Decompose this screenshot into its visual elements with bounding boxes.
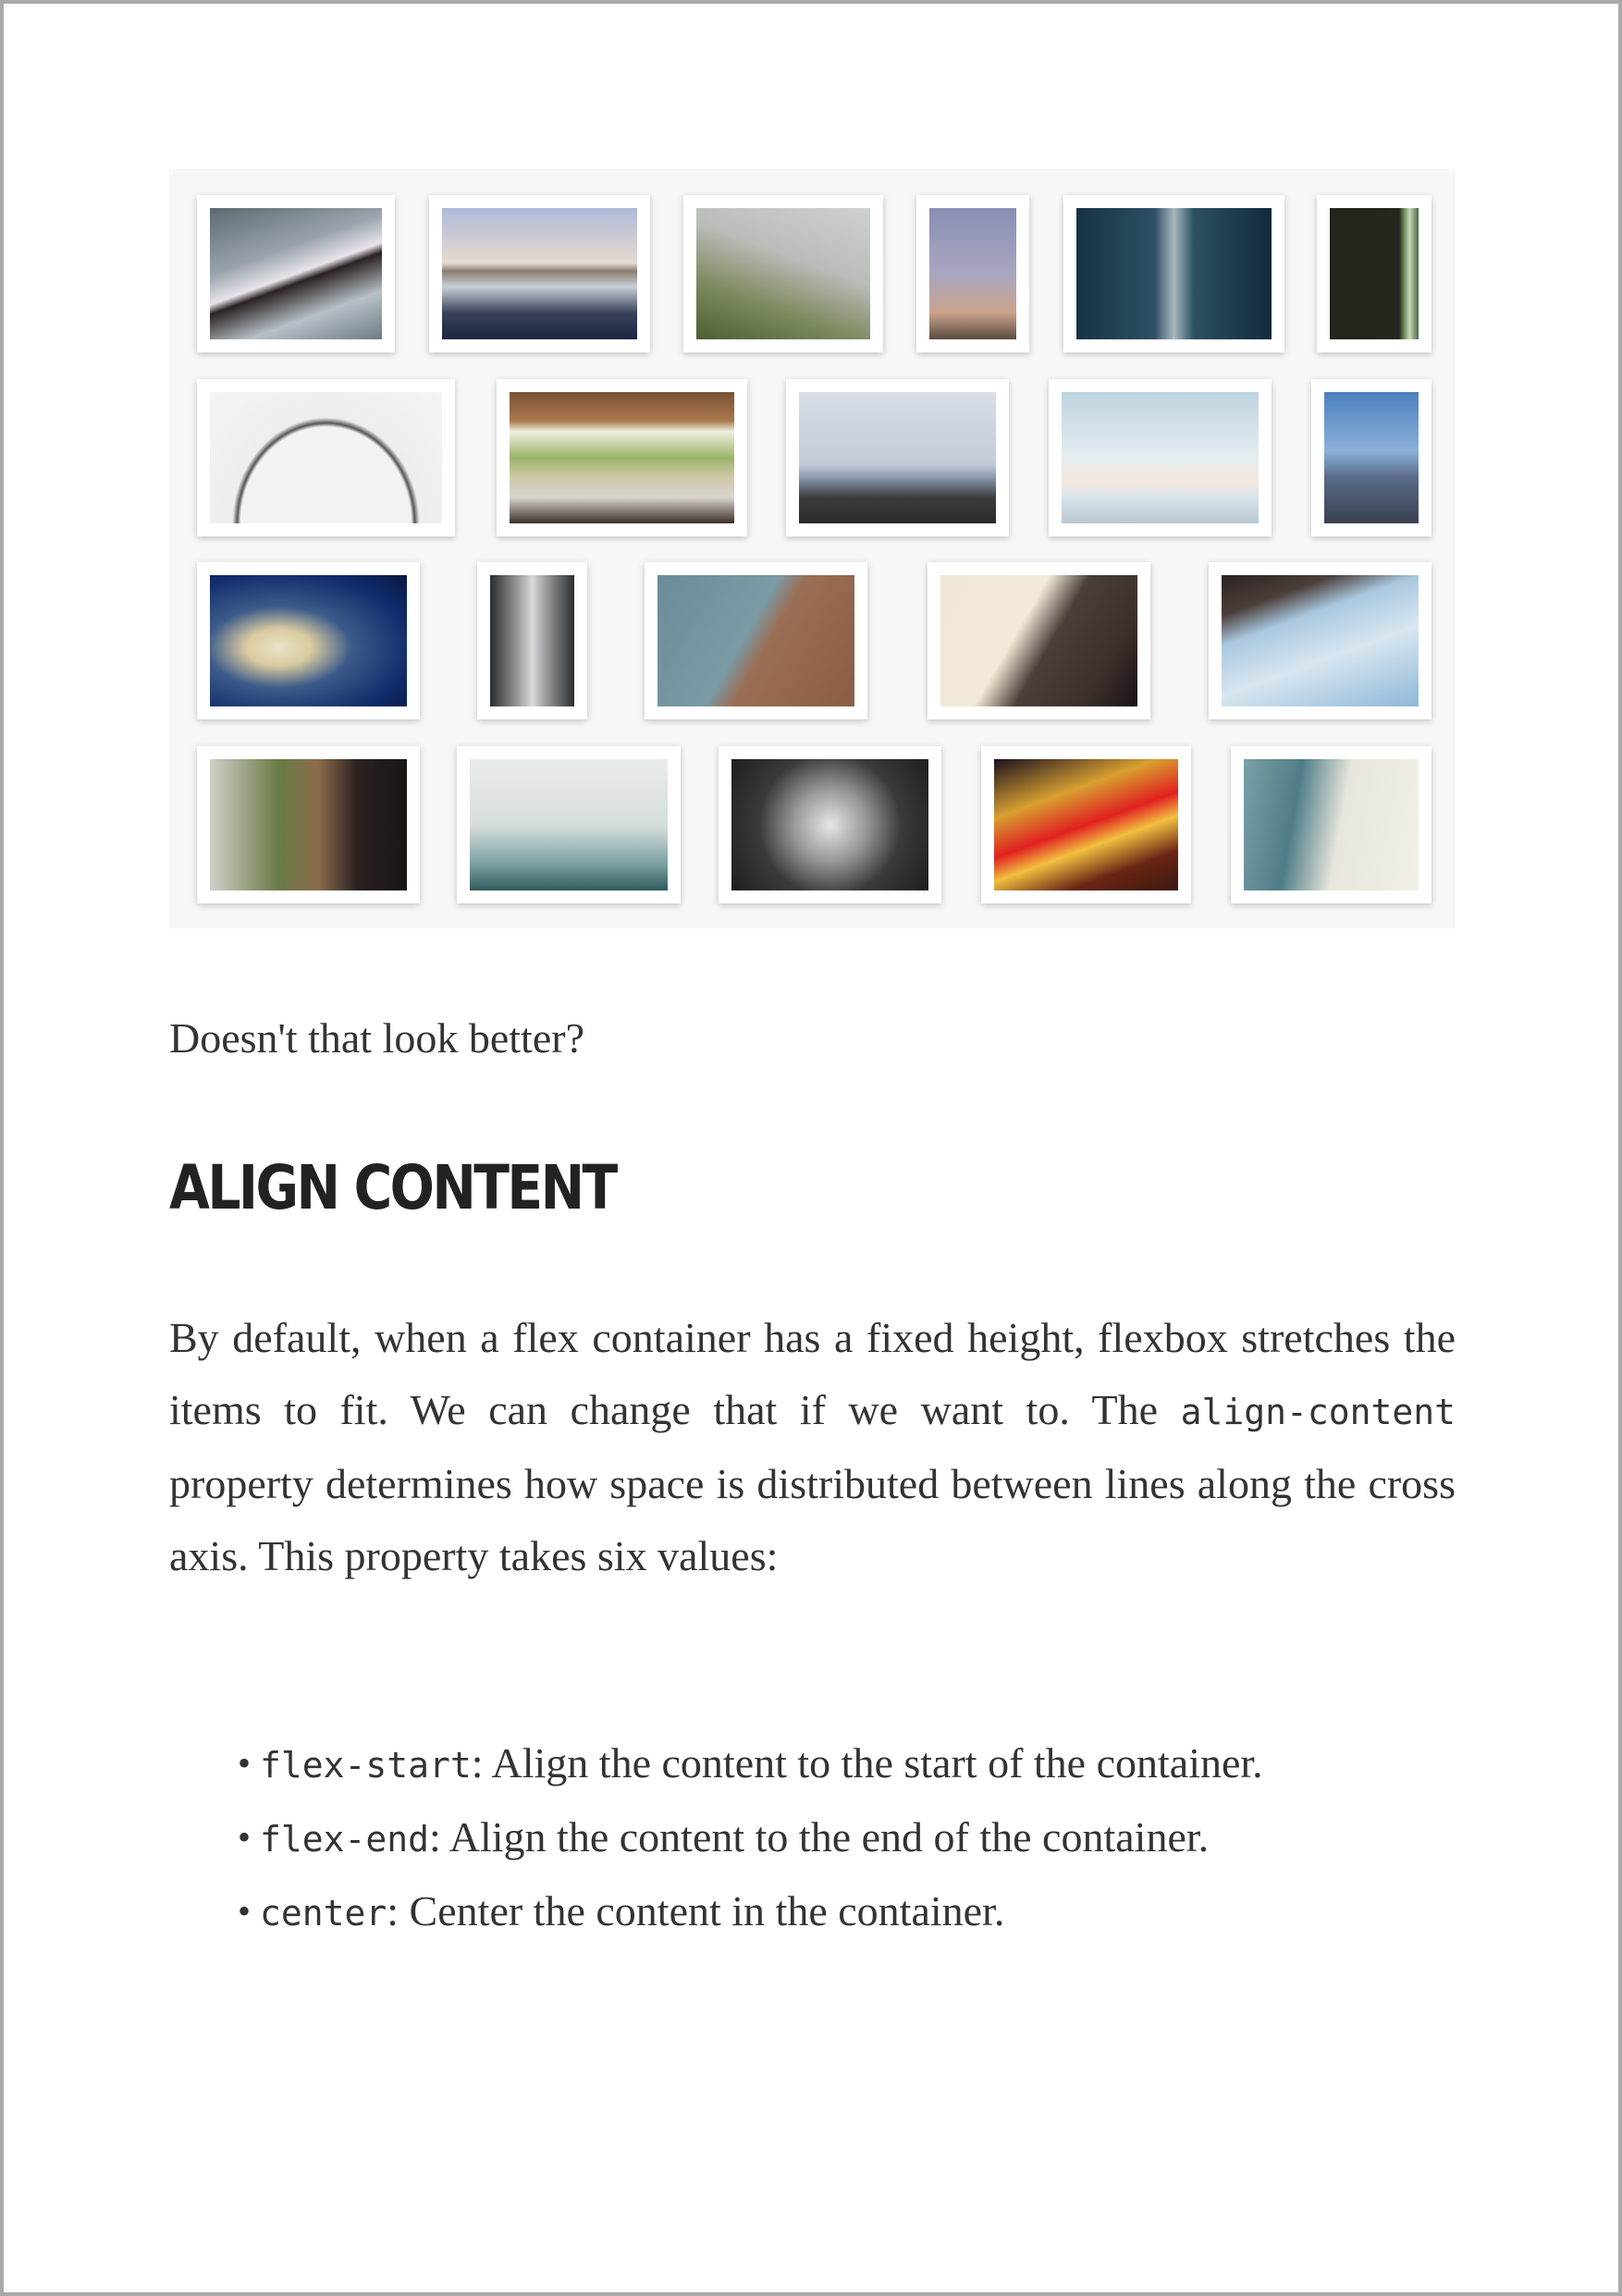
- photo-card: [719, 746, 941, 903]
- photo-foggy-cliff: [696, 208, 870, 339]
- list-item: [238, 1801, 1344, 1875]
- photo-above-clouds: [1062, 392, 1259, 523]
- photo-card: [197, 195, 395, 352]
- inline-code: align-content: [1180, 1391, 1456, 1432]
- photo-gallery: [169, 169, 1456, 928]
- photo-card: [1063, 195, 1284, 352]
- photo-card: [497, 379, 747, 536]
- value-code: flex-end: [260, 1819, 430, 1860]
- intro-paragraph: Doesn't that look better?: [169, 1014, 584, 1062]
- bullet-icon: •: [238, 1742, 252, 1784]
- section-heading: ALIGN CONTENT: [169, 1152, 616, 1223]
- photo-card: [197, 379, 455, 536]
- photo-card: [786, 379, 1009, 536]
- bullet-icon: •: [238, 1816, 252, 1858]
- photo-card: [683, 195, 883, 352]
- photo-card: [1209, 562, 1432, 719]
- bullet-icon: •: [238, 1890, 252, 1932]
- list-item: [238, 1875, 1344, 1949]
- photo-flatiron-building: [657, 575, 854, 706]
- photo-card: [928, 562, 1150, 719]
- photo-storm-cloud: [210, 575, 407, 706]
- photo-forest-canopy: [731, 759, 928, 890]
- photo-rocky-sea: [799, 392, 996, 523]
- photo-card: [1311, 379, 1432, 536]
- photo-card: [1317, 195, 1432, 352]
- value-code: center: [260, 1893, 387, 1934]
- photo-golden-gate-beach: [442, 208, 637, 339]
- value-description: : Align the content to the end of the container.: [429, 1813, 1210, 1860]
- value-code: flex-start: [260, 1745, 472, 1786]
- photo-notebook-coffee: [940, 575, 1137, 706]
- photo-coffee-mittens: [210, 208, 382, 339]
- photo-golden-gate-fog: [1222, 575, 1419, 706]
- photo-misty-canyon: [490, 575, 574, 706]
- photo-card: [457, 746, 681, 903]
- paragraph-text: property determines how space is distributed between lines along the cross axis. This property takes six values:: [169, 1460, 1456, 1579]
- value-description: : Center the content in the container.: [387, 1887, 1005, 1934]
- photo-card: [477, 562, 587, 719]
- section-paragraph: [169, 1302, 1456, 1591]
- photo-card: [916, 195, 1029, 352]
- photo-card: [1231, 746, 1432, 903]
- values-list: [238, 1727, 1344, 1949]
- photo-card: [645, 562, 867, 719]
- photo-card: [981, 746, 1191, 903]
- photo-city-alley: [1076, 208, 1272, 339]
- list-item: [238, 1727, 1344, 1801]
- value-description: : Align the content to the start of the container.: [471, 1739, 1263, 1786]
- photo-ferris-wheel: [210, 392, 442, 523]
- photo-van-interior: [510, 392, 734, 523]
- photo-card: [197, 562, 420, 719]
- photo-empire-reflection: [470, 759, 668, 890]
- photo-card: [429, 195, 650, 352]
- photo-card: [1049, 379, 1272, 536]
- photo-empire-state: [929, 208, 1016, 339]
- photo-sf-skyline: [1324, 392, 1419, 523]
- paragraph-text: By default, when a flex container has a fixed height, flexbox stretches the items to fit. We can change that if we want to. The: [169, 1314, 1456, 1433]
- photo-calla-lily: [1330, 208, 1419, 339]
- photo-card: [197, 746, 420, 903]
- photo-beach-building-fog: [1244, 759, 1419, 890]
- photo-london-light-trails: [994, 759, 1178, 890]
- photo-boy-window: [210, 759, 407, 890]
